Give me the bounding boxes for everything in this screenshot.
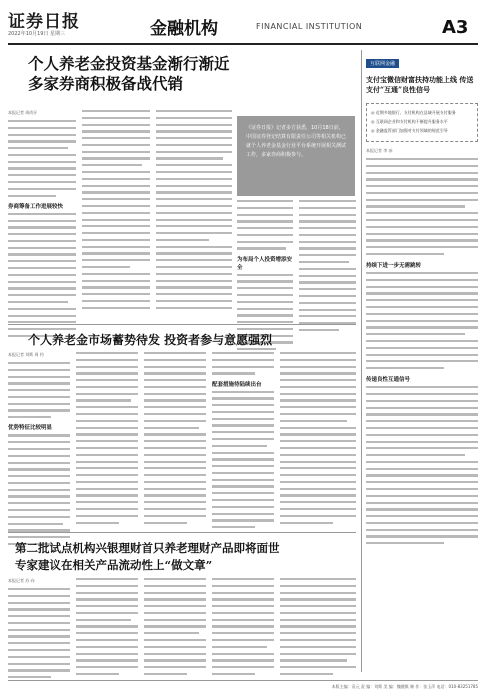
section-title-en: FINANCIAL INSTITUTION — [256, 22, 363, 31]
article-2-text — [144, 352, 206, 524]
article-2-subhead-1: 优势特征比较明显 — [8, 425, 53, 432]
article-1-column-2 — [82, 110, 150, 313]
column-divider — [361, 50, 362, 672]
article-1-subhead-2: 为布局个人投资增添安全 — [237, 256, 293, 271]
article-divider — [8, 532, 356, 533]
article-1-subhead-1: 券商筹备工作进展较快 — [8, 203, 64, 210]
article-1-headline-line1: 个人养老金投资基金渐行渐近 — [28, 54, 230, 73]
article-1-pull-quote — [237, 116, 355, 196]
article-2-column-2 — [76, 352, 138, 528]
article-3-text — [76, 578, 138, 675]
newspaper-logo: 证券日报 — [8, 12, 80, 32]
sidebar-tag: 互联网金融 — [366, 59, 399, 68]
sidebar-text — [366, 386, 478, 544]
article-2-column-4 — [212, 352, 274, 533]
article-2-text — [76, 352, 138, 524]
page-footer — [8, 680, 478, 694]
article-2-column-5 — [280, 352, 356, 528]
footer-credit: 本版主编：袁元 责 编：刘斯 美 编：魏健骐 制 作：张玉萍 电话：010-83251785 — [331, 684, 478, 689]
sidebar-subhead-2: 传递良性互通信号 — [366, 377, 411, 384]
article-1-column-5 — [299, 200, 356, 336]
article-1-column-1 — [8, 110, 76, 342]
article-3-column-1 — [8, 578, 70, 683]
article-1-text — [237, 200, 293, 250]
article-3-text — [8, 588, 70, 678]
article-3-headline-line1: 第二批试点机构兴银理财首只养老理财产品即将面世 — [15, 541, 280, 555]
sidebar-text — [366, 158, 478, 255]
article-1-text — [8, 213, 76, 337]
article-divider — [8, 324, 356, 325]
masthead-rule — [8, 43, 478, 45]
article-3-column-5 — [280, 578, 356, 680]
section-title: 金融机构 — [150, 19, 218, 39]
article-2-text — [280, 352, 356, 524]
sidebar-article — [366, 50, 478, 672]
article-1-text — [8, 120, 76, 197]
article-1-text — [156, 110, 232, 309]
summary-item: ◎ 金融监管部门加强对支付领域的规范引导 — [371, 128, 448, 133]
article-3-headline-line2: 专家建议在相关产品流动性上“做文章” — [15, 558, 213, 572]
article-2-headline: 个人养老金市场蓄势待发 投资者参与意愿强烈 — [28, 333, 273, 347]
pull-quote-text: 《证券日报》记者多方获悉，10月18日前，中国证券登记结算有限责任公司等相关机构已就个人养老金基金行业平台系统开展相关测试工作，多家券商积极参与。 — [246, 125, 347, 158]
article-1-byline: 本报记者 周尚仔 — [8, 110, 38, 115]
summary-item: ◎ 互联网企业和支付机构不断提升服务水平 — [371, 119, 448, 124]
publication-date: 2022年10月19日 星期三 — [8, 31, 66, 37]
article-3-text — [280, 578, 356, 675]
article-2-text — [8, 362, 70, 418]
page-number: A3 — [442, 17, 469, 38]
masthead — [0, 0, 484, 46]
article-3-text — [212, 578, 274, 675]
article-2-subhead-2: 配套措施待陆续出台 — [212, 381, 262, 388]
article-2-text — [212, 391, 274, 529]
sidebar-byline: 本报记者 李 冰 — [366, 148, 393, 153]
article-1-headline-line2: 多家券商积极备战代销 — [28, 74, 184, 93]
sidebar-summary-box — [366, 103, 478, 142]
sidebar-headline: 支付宝微信财富扶持功能上线 传送支付“互通”良性信号 — [366, 75, 474, 94]
article-3-text — [144, 578, 206, 675]
article-1-text — [299, 200, 356, 331]
summary-item: ◎ 近期多地银行、支付机构在县域开展支付服务 — [371, 110, 456, 115]
article-2-byline: 本报记者 刘斯 周 钧 — [8, 352, 44, 357]
sidebar-text — [366, 272, 478, 369]
article-2-column-1 — [8, 352, 70, 550]
article-2-column-3 — [144, 352, 206, 528]
article-2-text — [212, 352, 274, 375]
article-3-column-4 — [212, 578, 274, 680]
article-1-column-3 — [156, 110, 232, 313]
article-3-column-3 — [144, 578, 206, 680]
article-3-column-2 — [76, 578, 138, 680]
article-3-byline: 本报记者 苏 向 — [8, 578, 35, 583]
article-1-headline — [8, 54, 356, 94]
article-2-text — [8, 434, 70, 545]
article-1-text — [82, 110, 150, 309]
sidebar-subhead-1: 持续下进一步无需跳转 — [366, 263, 422, 270]
